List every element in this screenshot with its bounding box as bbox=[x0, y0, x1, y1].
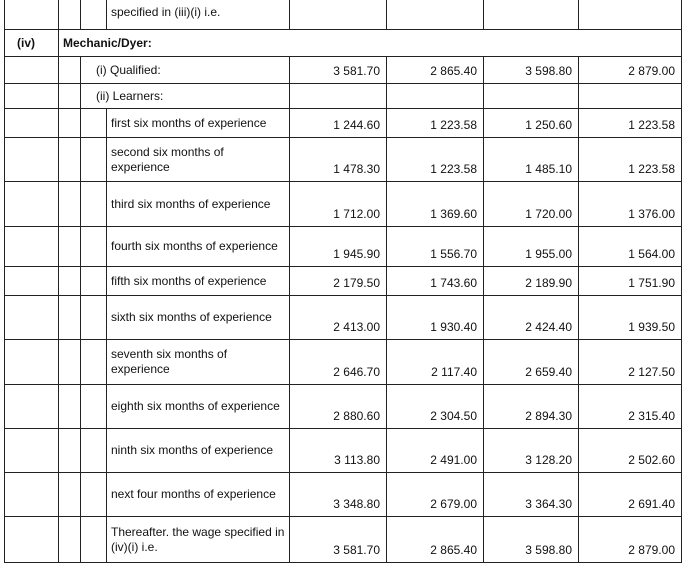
cell bbox=[59, 473, 81, 517]
cell bbox=[81, 109, 107, 138]
cell bbox=[59, 84, 81, 109]
value-cell: 1 751.90 bbox=[579, 267, 682, 296]
cell bbox=[5, 340, 59, 385]
value-cell: 1 485.10 bbox=[484, 138, 579, 182]
cell bbox=[290, 0, 387, 30]
value-cell: 3 581.70 bbox=[290, 57, 387, 84]
value-cell: 1 712.00 bbox=[290, 182, 387, 227]
value-cell: 2 865.40 bbox=[387, 517, 484, 563]
cell bbox=[81, 182, 107, 227]
value-cell: 2 502.60 bbox=[579, 429, 682, 473]
cell bbox=[59, 109, 81, 138]
cell bbox=[81, 138, 107, 182]
value-cell: 2 865.40 bbox=[387, 57, 484, 84]
section-header-row bbox=[5, 30, 682, 57]
table-row bbox=[5, 340, 682, 385]
cell bbox=[59, 517, 81, 563]
cell bbox=[5, 109, 59, 138]
value-cell: 2 315.40 bbox=[579, 385, 682, 429]
value-cell: 2 880.60 bbox=[290, 385, 387, 429]
cell bbox=[5, 296, 59, 340]
value-cell: 1 930.40 bbox=[387, 296, 484, 340]
value-cell: 1 556.70 bbox=[387, 227, 484, 267]
cell bbox=[5, 138, 59, 182]
cell bbox=[59, 296, 81, 340]
value-cell: 1 720.00 bbox=[484, 182, 579, 227]
cell bbox=[5, 517, 59, 563]
table-row-top bbox=[5, 0, 682, 30]
learners-row bbox=[5, 84, 682, 109]
row-description: third six months of experience bbox=[107, 182, 290, 227]
row-description: seventh six months of experience bbox=[107, 340, 290, 385]
cell bbox=[81, 385, 107, 429]
value-cell: 1 223.58 bbox=[579, 138, 682, 182]
cell bbox=[387, 84, 484, 109]
learners-label: (ii) Learners: bbox=[81, 84, 290, 109]
table-row bbox=[5, 267, 682, 296]
cell bbox=[59, 385, 81, 429]
cell bbox=[387, 0, 484, 30]
value-cell: 1 478.30 bbox=[290, 138, 387, 182]
cell bbox=[59, 0, 81, 30]
value-cell: 1 369.60 bbox=[387, 182, 484, 227]
value-cell: 1 244.60 bbox=[290, 109, 387, 138]
value-cell: 3 113.80 bbox=[290, 429, 387, 473]
cell bbox=[5, 0, 59, 30]
row-description: eighth six months of experience bbox=[107, 385, 290, 429]
cell bbox=[81, 267, 107, 296]
value-cell: 2 117.40 bbox=[387, 340, 484, 385]
table-row bbox=[5, 429, 682, 473]
table-row bbox=[5, 109, 682, 138]
row-description: fourth six months of experience bbox=[107, 227, 290, 267]
row-description: sixth six months of experience bbox=[107, 296, 290, 340]
value-cell: 2 879.00 bbox=[579, 517, 682, 563]
value-cell: 3 364.30 bbox=[484, 473, 579, 517]
cell bbox=[81, 0, 107, 30]
value-cell: 2 679.00 bbox=[387, 473, 484, 517]
qualified-label: (i) Qualified: bbox=[81, 57, 290, 84]
table-row bbox=[5, 138, 682, 182]
row-description: next four months of experience bbox=[107, 473, 290, 517]
cell bbox=[81, 227, 107, 267]
value-cell: 2 894.30 bbox=[484, 385, 579, 429]
value-cell: 2 424.40 bbox=[484, 296, 579, 340]
value-cell: 1 250.60 bbox=[484, 109, 579, 138]
value-cell: 3 128.20 bbox=[484, 429, 579, 473]
table-row bbox=[5, 473, 682, 517]
value-cell: 1 939.50 bbox=[579, 296, 682, 340]
cell bbox=[59, 227, 81, 267]
table-row bbox=[5, 385, 682, 429]
table-row bbox=[5, 227, 682, 267]
cell bbox=[484, 0, 579, 30]
row-description: ninth six months of experience bbox=[107, 429, 290, 473]
row-description: second six months of experience bbox=[107, 138, 290, 182]
value-cell: 2 879.00 bbox=[579, 57, 682, 84]
row-description: fifth six months of experience bbox=[107, 267, 290, 296]
cell bbox=[5, 57, 59, 84]
value-cell: 1 376.00 bbox=[579, 182, 682, 227]
value-cell: 3 348.80 bbox=[290, 473, 387, 517]
cell bbox=[81, 296, 107, 340]
value-cell: 1 223.58 bbox=[387, 109, 484, 138]
value-cell: 1 223.58 bbox=[387, 138, 484, 182]
value-cell: 2 413.00 bbox=[290, 296, 387, 340]
cell bbox=[59, 340, 81, 385]
cell bbox=[5, 385, 59, 429]
section-number: (iv) bbox=[5, 30, 59, 57]
row-description: specified in (iii)(i) i.e. bbox=[107, 0, 290, 30]
cell bbox=[290, 84, 387, 109]
cell bbox=[5, 182, 59, 227]
cell bbox=[579, 0, 682, 30]
cell bbox=[81, 429, 107, 473]
value-cell: 1 955.00 bbox=[484, 227, 579, 267]
value-cell: 2 189.90 bbox=[484, 267, 579, 296]
value-cell: 1 945.90 bbox=[290, 227, 387, 267]
cell bbox=[5, 473, 59, 517]
cell bbox=[5, 267, 59, 296]
cell bbox=[81, 473, 107, 517]
value-cell: 2 646.70 bbox=[290, 340, 387, 385]
value-cell: 1 223.58 bbox=[579, 109, 682, 138]
value-cell: 1 743.60 bbox=[387, 267, 484, 296]
cell bbox=[484, 84, 579, 109]
table-row bbox=[5, 517, 682, 563]
wage-table bbox=[4, 0, 682, 563]
wage-table-body bbox=[5, 0, 682, 563]
cell bbox=[59, 138, 81, 182]
cell bbox=[59, 57, 81, 84]
table-row bbox=[5, 182, 682, 227]
row-description: Thereafter. the wage specified in (iv)(i) i.e. bbox=[107, 517, 290, 563]
table-row bbox=[5, 296, 682, 340]
cell bbox=[5, 429, 59, 473]
value-cell: 2 491.00 bbox=[387, 429, 484, 473]
value-cell: 3 598.80 bbox=[484, 57, 579, 84]
cell bbox=[59, 182, 81, 227]
value-cell: 2 127.50 bbox=[579, 340, 682, 385]
cell bbox=[81, 340, 107, 385]
value-cell: 2 179.50 bbox=[290, 267, 387, 296]
cell bbox=[5, 84, 59, 109]
cell bbox=[59, 267, 81, 296]
value-cell: 3 581.70 bbox=[290, 517, 387, 563]
value-cell: 2 304.50 bbox=[387, 385, 484, 429]
cell bbox=[59, 429, 81, 473]
value-cell: 3 598.80 bbox=[484, 517, 579, 563]
value-cell: 2 691.40 bbox=[579, 473, 682, 517]
cell bbox=[5, 227, 59, 267]
section-title: Mechanic/Dyer: bbox=[59, 30, 682, 57]
cell bbox=[579, 84, 682, 109]
value-cell: 1 564.00 bbox=[579, 227, 682, 267]
row-description: first six months of experience bbox=[107, 109, 290, 138]
value-cell: 2 659.40 bbox=[484, 340, 579, 385]
qualified-row bbox=[5, 57, 682, 84]
cell bbox=[81, 517, 107, 563]
